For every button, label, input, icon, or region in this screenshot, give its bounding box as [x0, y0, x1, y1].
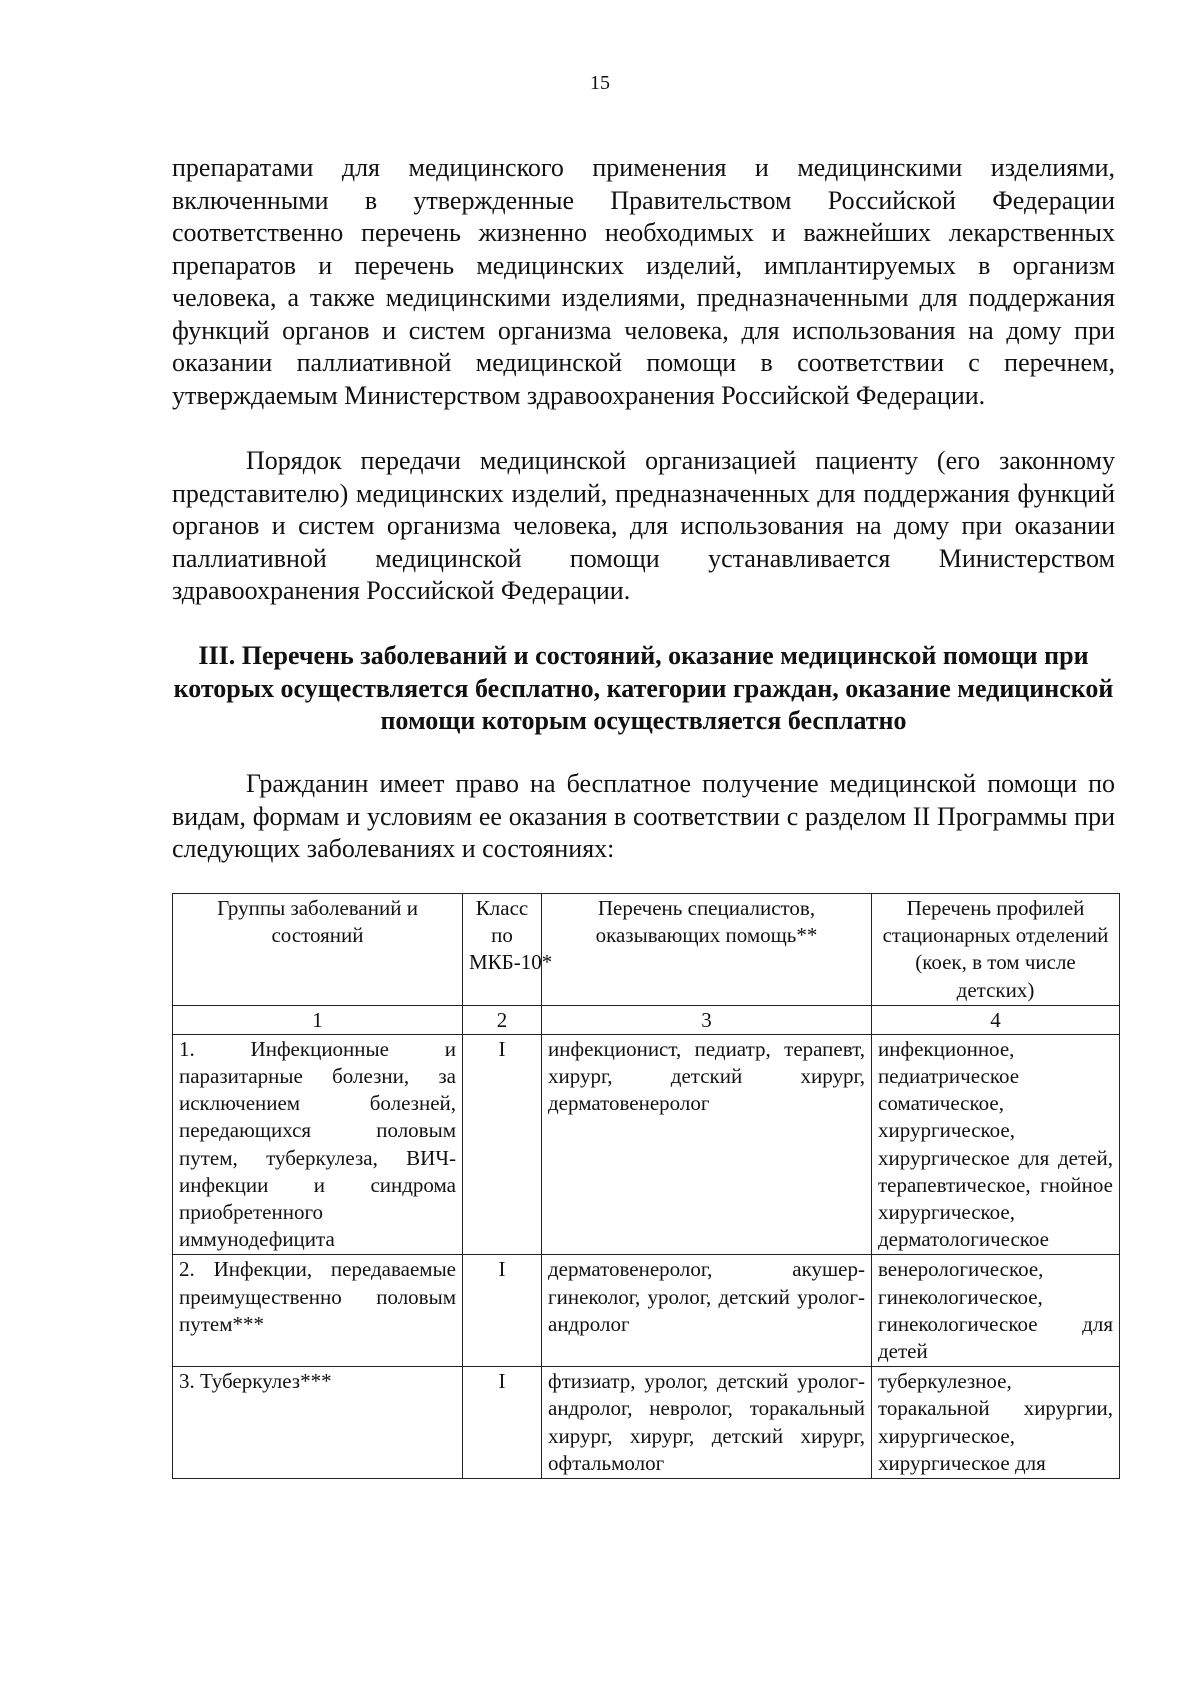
cell-icd-class: I [463, 1367, 542, 1479]
diseases-table [172, 893, 1120, 1479]
cell-profiles: туберкулезное, торакальной хирургии, хирургическое, хирургическое для [872, 1367, 1120, 1479]
cell-specialists: инфекционист, педиатр, терапевт, хирург, детский хирург, дерматовенеролог [542, 1034, 872, 1255]
paragraph-transfer-order [172, 445, 1115, 608]
table-header-row [173, 894, 1120, 1006]
header-groups: Группы заболеваний и состояний [173, 894, 463, 1006]
table-row [173, 1367, 1120, 1479]
column-number: 3 [542, 1005, 872, 1034]
cell-icd-class: I [463, 1255, 542, 1367]
cell-specialists: фтизиатр, уролог, детский уролог-андролог, невролог, торакальный хирург, хирург, детский хирург, офтальмолог [542, 1367, 872, 1479]
cell-group: 3. Туберкулез*** [173, 1367, 463, 1479]
cell-specialists: дерматовенеролог, акушер-гинеколог, уролог, детский уролог-андролог [542, 1255, 872, 1367]
section-heading: III. Перечень заболеваний и состояний, оказание медицинской помощи при которых осуществляется бесплатно, категории граждан, оказание медицинской помощи которым осуществляется бесплатно [173, 641, 1114, 735]
column-number: 1 [173, 1005, 463, 1034]
page-number: 15 [590, 72, 610, 94]
header-specialists: Перечень специалистов, оказывающих помощь** [542, 894, 872, 1006]
table-row [173, 1255, 1120, 1367]
table-row [173, 1034, 1120, 1255]
cell-group: 2. Инфекции, передаваемые преимущественно половым путем*** [173, 1255, 463, 1367]
paragraph-text: Гражданин имеет право на бесплатное получение медицинской помощи по видам, формам и условиям ее оказания в соответствии с разделом II Программы при следующих заболеваниях и состояниях: [172, 769, 1115, 863]
column-numbers-row [173, 1005, 1120, 1034]
cell-icd-class: I [463, 1034, 542, 1255]
column-number: 4 [872, 1005, 1120, 1034]
paragraph-citizen-right [172, 768, 1115, 866]
header-profiles: Перечень профилей стационарных отделений (коек, в том числе детских) [872, 894, 1120, 1006]
cell-profiles: инфекционное, педиатрическое соматическое, хирургическое, хирургическое для детей, терапевтическое, гнойное хирургическое, дерматологическое [872, 1034, 1120, 1255]
paragraph-text: Порядок передачи медицинской организацией пациенту (его законному представителю) медицинских изделий, предназначенных для поддержания функций органов и систем организма человека, для использования на дому при оказании паллиативной медицинской помощи устанавливается Министерством здравоохранения Российской Федерации. [172, 446, 1115, 605]
paragraph-continuation [172, 152, 1115, 412]
column-number: 2 [463, 1005, 542, 1034]
paragraph-text: препаратами для медицинского применения и медицинскими изделиями, включенными в утвержденные Правительством Российской Федерации соответственно перечень жизненно необходимых и важнейших лекарственных препаратов и перечень медицинских изделий, имплантируемых в организм человека, а также медицинскими изделиями, предназначенными для поддержания функций органов и систем организма человека, для использования на дому при оказании паллиативной медицинской помощи в соответствии с перечнем, утверждаемым Министерством здравоохранения Российской Федерации. [172, 153, 1115, 410]
cell-group: 1. Инфекционные и паразитарные болезни, за исключением болезней, передающихся половым путем, туберкулеза, ВИЧ-инфекции и синдрома приобретенного иммунодефицита [173, 1034, 463, 1255]
header-icd-class: Класс по МКБ-10* [463, 894, 542, 1006]
cell-profiles: венерологическое, гинекологическое, гинекологическое для детей [872, 1255, 1120, 1367]
